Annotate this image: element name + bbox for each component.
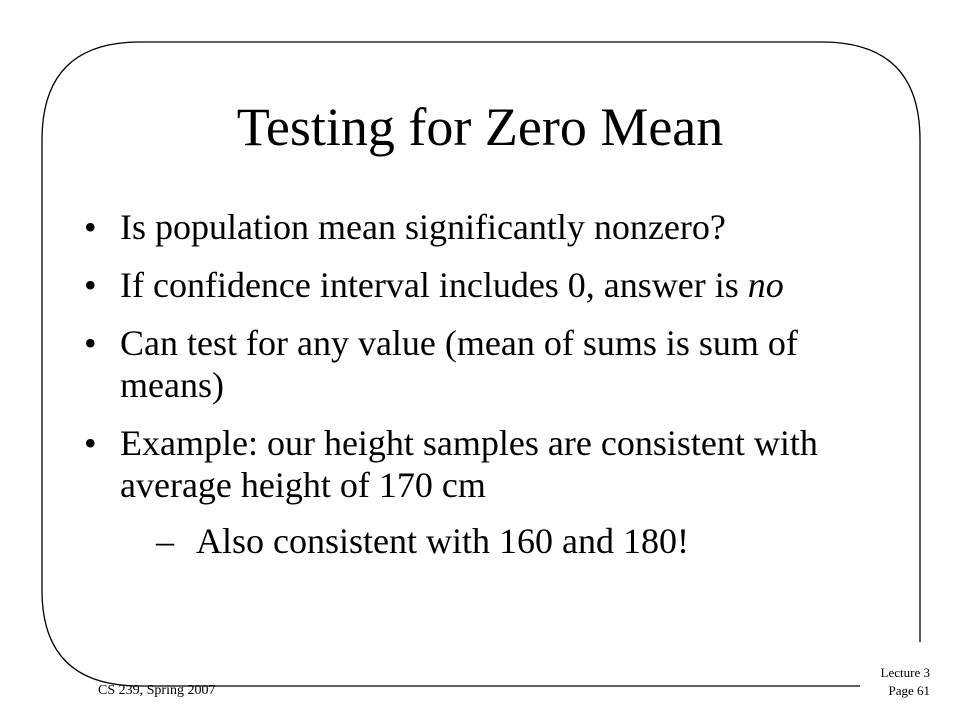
sub-bullet-text: Also consistent with 160 and 180! (196, 521, 689, 561)
bullet-item (84, 206, 864, 248)
bullet-text: If confidence interval includes 0, answer is (120, 265, 748, 305)
bullet-marker: • (84, 323, 97, 363)
sub-bullet-item (156, 520, 864, 562)
footer-page-info (868, 664, 930, 700)
bullet-item (84, 322, 864, 406)
bullet-list (84, 206, 864, 578)
bullet-text: Can test for any value (mean of sums is sum of means) (120, 323, 798, 405)
bullet-text: Is population mean significantly nonzero? (120, 207, 726, 247)
bullet-marker: • (84, 265, 97, 305)
bullet-emphasis: no (747, 265, 784, 305)
footer-lecture: Lecture 3 (880, 665, 930, 680)
bullet-text: Example: our height samples are consistent with average height of 170 cm (120, 423, 818, 505)
footer-page-number: Page 61 (888, 683, 930, 698)
bullet-marker: • (84, 423, 97, 463)
bullet-marker: • (84, 207, 97, 247)
footer-course: CS 239, Spring 2007 (98, 683, 216, 698)
sub-bullet-marker: – (156, 521, 174, 561)
slide-title: Testing for Zero Mean (236, 97, 724, 157)
bullet-item (84, 264, 864, 306)
bullet-item (84, 422, 864, 562)
